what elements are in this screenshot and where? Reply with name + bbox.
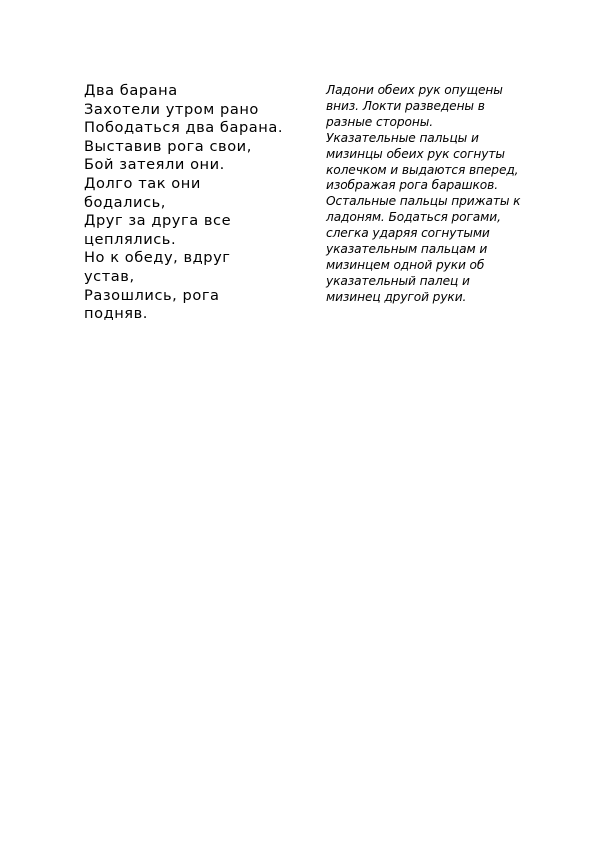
poem-line: Бой затеяли они. [84, 156, 225, 174]
poem-line: подняв. [84, 305, 148, 323]
instruction-line: колечком и выдаются вперед, [326, 162, 519, 177]
poem-line: Но к обеду, вдруг [84, 249, 231, 267]
instruction-line: слегка ударяя согнутыми [326, 226, 490, 241]
poem-text [84, 82, 320, 324]
poem-line: устав, [84, 267, 135, 285]
instruction-line: вниз. Локти разведены в [326, 98, 485, 113]
instruction-line: Остальные пальцы прижаты к [326, 194, 521, 209]
poem-line: Захотели утром рано [84, 100, 259, 118]
instruction-line: указательный палец и [326, 273, 470, 288]
poem-line: Два барана [84, 82, 178, 99]
poem-line: Пободаться два барана. [84, 119, 284, 137]
poem-line: Выставив рога свои, [84, 137, 252, 155]
poem-line: бодались, [84, 193, 166, 211]
poem-line: Друг за друга все [84, 212, 232, 230]
instruction-line: мизинцы обеих рук согнуты [326, 146, 505, 161]
gesture-instructions [326, 83, 558, 306]
poem-line: Разошлись, рога [84, 286, 220, 304]
instruction-line: указательным пальцам и [326, 242, 488, 257]
poem-line: Долго так они [84, 174, 201, 192]
instruction-line: ладоням. Бодаться рогами, [326, 210, 501, 225]
instruction-line: мизинец другой руки. [326, 289, 467, 304]
instruction-line: разные стороны. [326, 114, 434, 129]
instruction-line: Указательные пальцы и [326, 130, 479, 145]
instruction-line: Ладони обеих рук опущены [326, 83, 503, 97]
instruction-line: мизинцем одной руки об [326, 257, 485, 272]
poem-line: цеплялись. [84, 230, 177, 248]
instruction-line: изображая рога барашков. [326, 178, 498, 193]
